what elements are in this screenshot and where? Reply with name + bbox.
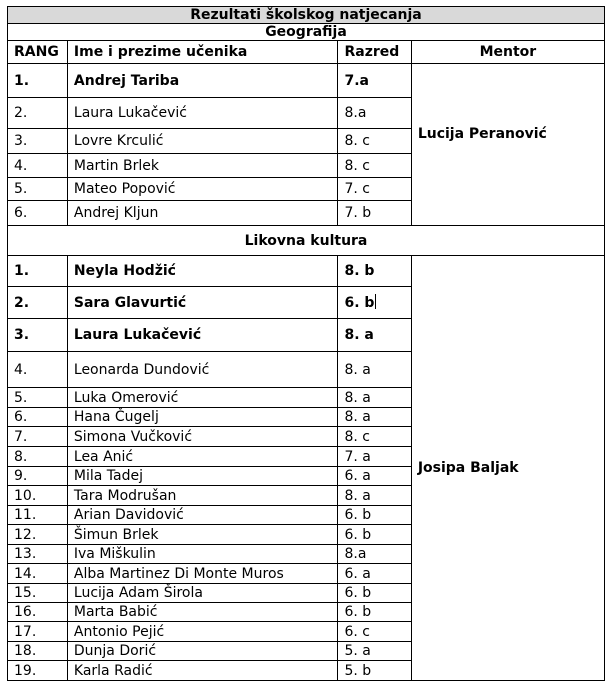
rank-cell: 14.	[8, 564, 68, 584]
student-name-cell: Luka Omerović	[67, 388, 338, 408]
rank-cell: 9.	[8, 467, 68, 486]
student-name-cell: Lea Anić	[67, 447, 338, 467]
student-name-cell: Iva Miškulin	[67, 545, 338, 564]
rank-cell: 3.	[8, 129, 68, 154]
grade-cell: 8. a	[338, 408, 411, 427]
grade-cell: 7.a	[338, 64, 411, 98]
student-name-cell: Dunja Dorić	[67, 642, 338, 661]
grade-cell: 8. a	[338, 352, 411, 388]
table-row	[8, 256, 605, 287]
student-name-cell: Sara Glavurtić	[67, 287, 338, 319]
rank-cell: 2.	[8, 98, 68, 129]
rank-cell: 1.	[8, 256, 68, 287]
grade-cell: 8. a	[338, 388, 411, 408]
grade-cell: 6. c	[338, 622, 411, 642]
rank-cell: 4.	[8, 352, 68, 388]
rank-cell: 8.	[8, 447, 68, 467]
student-name-cell: Hana Čugelj	[67, 408, 338, 427]
grade-cell: 6. a	[338, 467, 411, 486]
rank-cell: 15.	[8, 584, 68, 603]
grade-cell: 6. b	[338, 287, 411, 319]
student-name-cell: Arian Davidović	[67, 506, 338, 525]
grade-cell: 6. b	[338, 525, 411, 545]
rank-cell: 19.	[8, 661, 68, 681]
student-name-cell: Tara Modrušan	[67, 486, 338, 506]
rank-cell: 12.	[8, 525, 68, 545]
text-cursor	[375, 294, 376, 309]
rank-cell: 7.	[8, 427, 68, 447]
grade-cell: 8. c	[338, 154, 411, 178]
student-name-cell: Karla Radić	[67, 661, 338, 681]
student-name-cell: Leonarda Dundović	[67, 352, 338, 388]
rank-cell: 11.	[8, 506, 68, 525]
results-table	[7, 6, 605, 681]
rank-cell: 6.	[8, 201, 68, 226]
section-title: Geografija	[8, 24, 605, 41]
grade-cell: 7. c	[338, 178, 411, 201]
student-name-cell: Mateo Popović	[67, 178, 338, 201]
grade-cell: 8.a	[338, 98, 411, 129]
rank-cell: 17.	[8, 622, 68, 642]
student-name-cell: Martin Brlek	[67, 154, 338, 178]
student-name-cell: Neyla Hodžić	[67, 256, 338, 287]
rank-cell: 18.	[8, 642, 68, 661]
student-name-cell: Lucija Adam Širola	[67, 584, 338, 603]
student-name-cell: Mila Tadej	[67, 467, 338, 486]
student-name-cell: Laura Lukačević	[67, 319, 338, 352]
grade-cell: 5. b	[338, 661, 411, 681]
table-row	[8, 64, 605, 98]
rank-cell: 1.	[8, 64, 68, 98]
student-name-cell: Simona Vučković	[67, 427, 338, 447]
student-name-cell: Laura Lukačević	[67, 98, 338, 129]
student-name-cell: Marta Babić	[67, 603, 338, 622]
grade-cell: 6. a	[338, 564, 411, 584]
grade-cell: 5. a	[338, 642, 411, 661]
grade-cell: 7. a	[338, 447, 411, 467]
grade-cell: 8. c	[338, 129, 411, 154]
title-row	[8, 7, 605, 24]
rank-cell: 2.	[8, 287, 68, 319]
grade-cell: 8. c	[338, 427, 411, 447]
student-name-cell: Andrej Tariba	[67, 64, 338, 98]
rank-cell: 6.	[8, 408, 68, 427]
grade-cell: 8.a	[338, 545, 411, 564]
grade-cell: 7. b	[338, 201, 411, 226]
student-name-cell: Šimun Brlek	[67, 525, 338, 545]
mentor-cell: Josipa Baljak	[411, 256, 604, 681]
grade-cell: 6. b	[338, 584, 411, 603]
rank-cell: 5.	[8, 178, 68, 201]
rank-cell: 10.	[8, 486, 68, 506]
grade-cell: 8. a	[338, 319, 411, 352]
mentor-cell: Lucija Peranović	[411, 64, 604, 226]
student-name-cell: Andrej Kljun	[67, 201, 338, 226]
grade-cell: 8. a	[338, 486, 411, 506]
header-razred: Razred	[338, 41, 411, 64]
section-row-likovna-kultura	[8, 226, 605, 256]
rank-cell: 13.	[8, 545, 68, 564]
grade-cell: 6. b	[338, 603, 411, 622]
header-name: Ime i prezime učenika	[67, 41, 338, 64]
table-title: Rezultati školskog natjecanja	[8, 7, 605, 24]
rank-cell: 3.	[8, 319, 68, 352]
grade-cell: 6. b	[338, 506, 411, 525]
student-name-cell: Lovre Krculić	[67, 129, 338, 154]
grade-cell: 8. b	[338, 256, 411, 287]
header-mentor: Mentor	[411, 41, 604, 64]
rank-cell: 16.	[8, 603, 68, 622]
header-row	[8, 41, 605, 64]
student-name-cell: Alba Martinez Di Monte Muros	[67, 564, 338, 584]
rank-cell: 4.	[8, 154, 68, 178]
section-row-geografija	[8, 24, 605, 41]
student-name-cell: Antonio Pejić	[67, 622, 338, 642]
section-title: Likovna kultura	[8, 226, 605, 256]
rank-cell: 5.	[8, 388, 68, 408]
header-rang: RANG	[8, 41, 68, 64]
